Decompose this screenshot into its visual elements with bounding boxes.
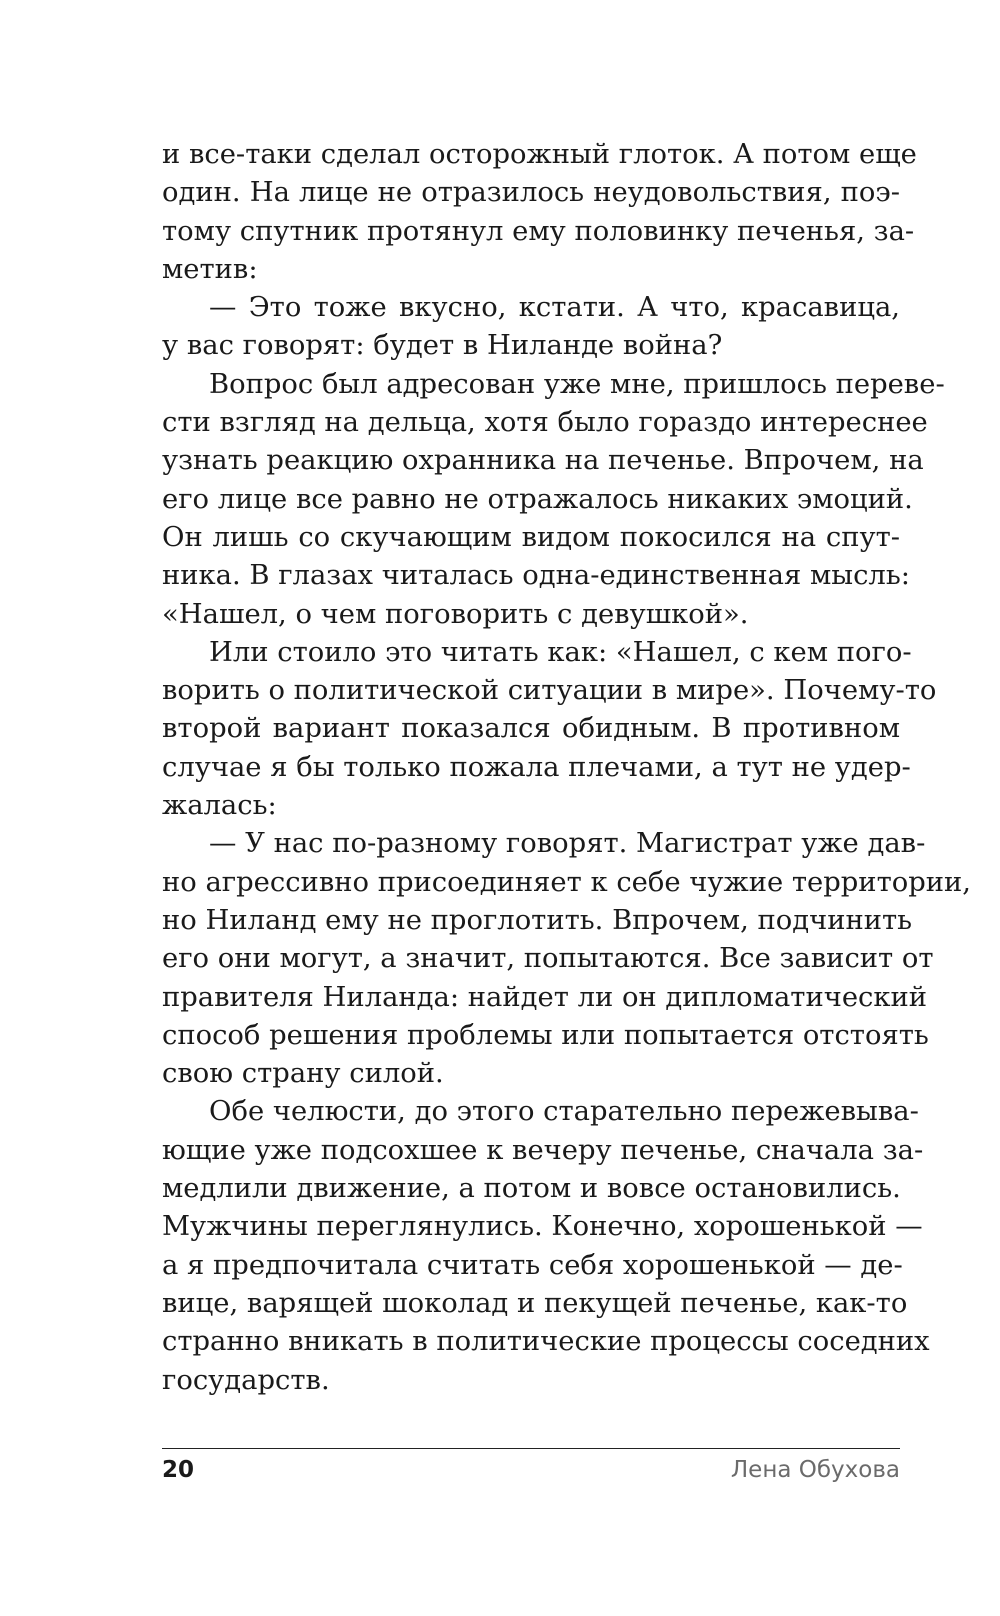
- text-line: ника. В глазах читалась одна-единственная мысль:: [162, 560, 910, 592]
- footer-row: [162, 1457, 900, 1483]
- text-line: один. На лице не отразилось неудовольствия, поэ-: [162, 177, 900, 209]
- page-number: 20: [162, 1457, 195, 1483]
- text-line: свою страну силой.: [162, 1058, 444, 1090]
- text-line: случае я бы только пожала плечами, а тут не удер-: [162, 751, 911, 783]
- text-line: метив:: [162, 253, 258, 285]
- text-line: его лице все равно не отражалось никаких эмоций.: [162, 483, 913, 515]
- text-line: узнать реакцию охранника на печенье. Впрочем, на: [162, 445, 924, 477]
- text-line: медлили движение, а потом и вовсе остановились.: [162, 1173, 901, 1205]
- footer-divider: [162, 1448, 900, 1449]
- text-line: способ решения проблемы или попытается отстоять: [162, 1019, 929, 1051]
- text-line: Он лишь со скучающим видом покосился на спут-: [162, 521, 900, 553]
- text-line: у вас говорят: будет в Ниланде война?: [162, 330, 723, 362]
- text-line: — Это тоже вкусно, кстати. А что, красавица,: [209, 292, 900, 324]
- text-line: Обе челюсти, до этого старательно пережевыва-: [209, 1096, 919, 1128]
- text-line: сти взгляд на дельца, хотя было гораздо интереснее: [162, 407, 928, 439]
- text-line: а я предпочитала считать себя хорошенькой — де-: [162, 1249, 903, 1281]
- page-body: [162, 136, 971, 1400]
- text-line: но агрессивно присоединяет к себе чужие территории,: [162, 866, 971, 898]
- text-line: жалась:: [162, 790, 277, 822]
- text-line: государств.: [162, 1364, 330, 1396]
- author-name: Лена Обухова: [730, 1457, 900, 1483]
- text-line: правителя Ниланда: найдет ли он дипломатический: [162, 981, 927, 1013]
- text-line: — У нас по-разному говорят. Магистрат уже дав-: [209, 828, 926, 860]
- text-line: Мужчины переглянулись. Конечно, хорошенькой —: [162, 1211, 923, 1243]
- text-line: странно вникать в политические процессы соседних: [162, 1326, 930, 1358]
- text-line: ющие уже подсохшее к вечеру печенье, сначала за-: [162, 1134, 924, 1166]
- text-line: вице, варящей шоколад и пекущей печенье, как-то: [162, 1287, 908, 1319]
- text-line: его они могут, а значит, попытаются. Все зависит от: [162, 943, 934, 975]
- text-line: Или стоило это читать как: «Нашел, с кем пого-: [209, 636, 912, 668]
- text-line: но Ниланд ему не проглотить. Впрочем, подчинить: [162, 904, 913, 936]
- page-footer: [162, 1448, 900, 1483]
- text-line: второй вариант показался обидным. В противном: [162, 713, 900, 745]
- text-line: и все-таки сделал осторожный глоток. А потом еще: [162, 139, 917, 170]
- text-line: тому спутник протянул ему половинку печенья, за-: [162, 215, 915, 247]
- text-line: «Нашел, о чем поговорить с девушкой».: [162, 598, 749, 630]
- text-line: Вопрос был адресован уже мне, пришлось переве-: [209, 368, 945, 400]
- text-line: ворить о политической ситуации в мире». Почему-то: [162, 675, 937, 707]
